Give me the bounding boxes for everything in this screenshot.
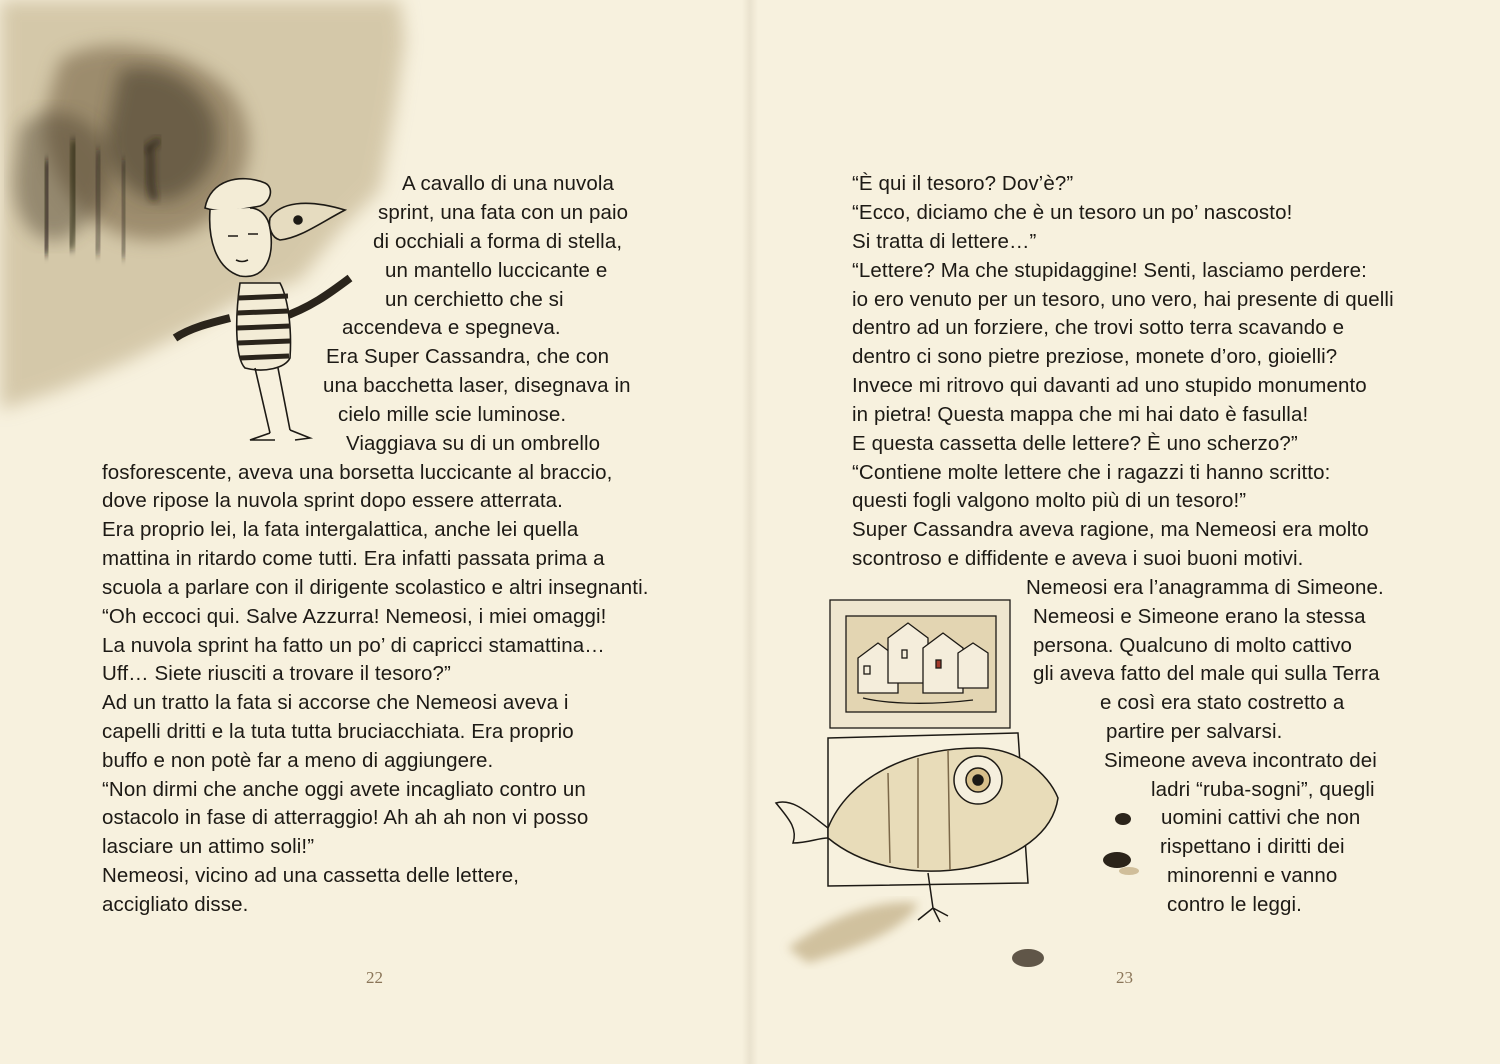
text-line: sprint, una fata con un paio [378, 201, 629, 224]
text-line: dove ripose la nuvola sprint dopo essere atterrata. [102, 489, 563, 512]
text-line: fosforescente, aveva una borsetta luccicante al braccio, [102, 461, 613, 484]
text-line: Nemeosi, vicino ad una cassetta delle lettere, [102, 864, 520, 887]
text-line: Uff… Siete riusciti a trovare il tesoro?” [102, 662, 451, 685]
right-page [750, 0, 1500, 1064]
text-line: Simeone aveva incontrato dei [1104, 749, 1377, 772]
text-line: Nemeosi e Simeone erano la stessa [1033, 605, 1366, 628]
fish-bird-illustration [768, 598, 1068, 988]
text-line: rispettano i diritti dei [1160, 835, 1345, 858]
text-line: “Oh eccoci qui. Salve Azzurra! Nemeosi, i miei omaggi! [102, 605, 607, 628]
text-line: scuola a parlare con il dirigente scolastico e altri insegnanti. [102, 576, 649, 599]
text-line: uomini cattivi che non [1161, 806, 1361, 829]
text-line: gli aveva fatto del male qui sulla Terra [1033, 662, 1380, 685]
text-line: E questa cassetta delle lettere? È uno scherzo?” [852, 432, 1298, 455]
text-line: “Ecco, diciamo che è un tesoro un po’ nascosto! [852, 201, 1293, 224]
text-line: accendeva e spegneva. [342, 316, 561, 339]
text-line: A cavallo di una nuvola [402, 172, 615, 195]
text-line: Viaggiava su di un ombrello [346, 432, 601, 455]
text-line: “Lettere? Ma che stupidaggine! Senti, lasciamo perdere: [852, 259, 1367, 282]
text-line: cielo mille scie luminose. [338, 403, 567, 426]
text-line: minorenni e vanno [1167, 864, 1338, 887]
text-line: un mantello luccicante e [385, 259, 608, 282]
text-line: dentro ad un forziere, che trovi sotto terra scavando e [852, 316, 1345, 339]
text-line: “Contiene molte lettere che i ragazzi ti hanno scritto: [852, 461, 1331, 484]
text-line: Invece mi ritrovo qui davanti ad uno stupido monumento [852, 374, 1367, 397]
page-number: 23 [1116, 968, 1133, 987]
text-line: scontroso e diffidente e aveva i suoi buoni motivi. [852, 547, 1304, 570]
text-line: questi fogli valgono molto più di un tesoro!” [852, 489, 1247, 512]
text-line: Era proprio lei, la fata intergalattica, anche lei quella [102, 518, 579, 541]
text-line: “Non dirmi che anche oggi avete incagliato contro un [102, 778, 586, 801]
text-line: persona. Qualcuno di molto cattivo [1033, 634, 1353, 657]
text-line: un cerchietto che si [385, 288, 564, 311]
text-line: Nemeosi era l’anagramma di Simeone. [1026, 576, 1384, 599]
text-line: contro le leggi. [1167, 893, 1302, 916]
text-line: lasciare un attimo soli!” [102, 835, 315, 858]
text-line: di occhiali a forma di stella, [373, 230, 623, 253]
text-line: una bacchetta laser, disegnava in [323, 374, 631, 397]
text-line: Si tratta di lettere…” [852, 230, 1037, 253]
text-line: Ad un tratto la fata si accorse che Nemeosi aveva i [102, 691, 569, 714]
text-line: Era Super Cassandra, che con [326, 345, 610, 368]
text-line: io ero venuto per un tesoro, uno vero, hai presente di quelli [852, 288, 1394, 311]
text-line: “È qui il tesoro? Dov’è?” [852, 172, 1074, 195]
text-line: in pietra! Questa mappa che mi hai dato è fasulla! [852, 403, 1309, 426]
text-line: La nuvola sprint ha fatto un po’ di capricci stamattina… [102, 634, 605, 657]
stones-decoration [1095, 805, 1155, 885]
text-line: e così era stato costretto a [1100, 691, 1345, 714]
text-line: capelli dritti e la tuta tutta bruciacchiata. Era proprio [102, 720, 574, 743]
text-line: ostacolo in fase di atterraggio! Ah ah ah non vi posso [102, 806, 589, 829]
text-line: dentro ci sono pietre preziose, monete d’oro, gioielli? [852, 345, 1338, 368]
text-line: Super Cassandra aveva ragione, ma Nemeosi era molto [852, 518, 1369, 541]
text-line: buffo e non potè far a meno di aggiungere. [102, 749, 494, 772]
page-number: 22 [366, 968, 383, 987]
text-line: partire per salvarsi. [1106, 720, 1283, 743]
text-line: mattina in ritardo come tutti. Era infatti passata prima a [102, 547, 605, 570]
text-line: accigliato disse. [102, 893, 249, 916]
text-line: ladri “ruba-sogni”, quegli [1151, 778, 1375, 801]
